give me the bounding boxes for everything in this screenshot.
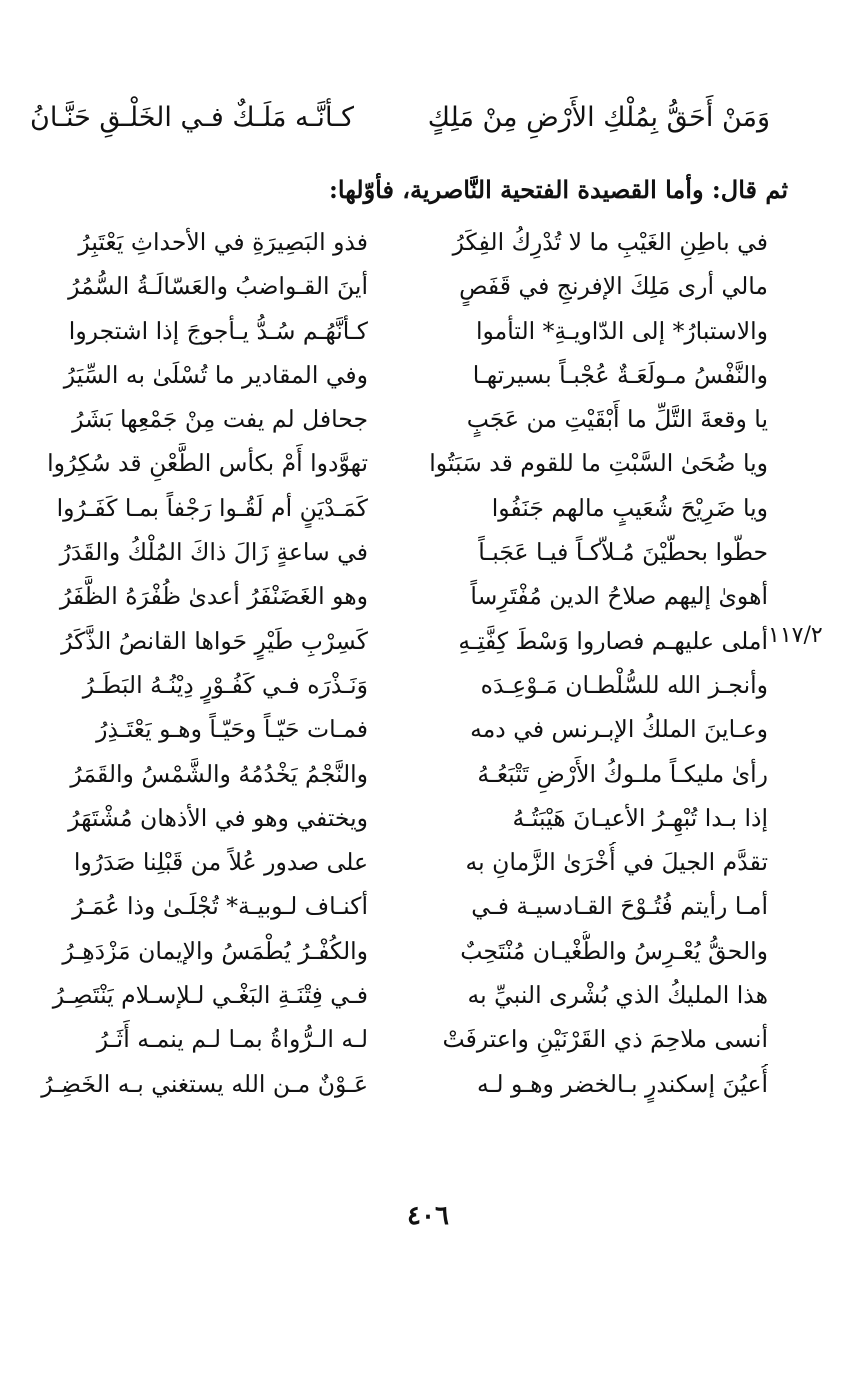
verse-row	[0, 266, 856, 310]
verse-second-hemistich: لـه الـرُّواةُ بمـا لـم ينمـه أَثَـرُ	[96, 1025, 368, 1054]
verse-row	[0, 975, 856, 1019]
verse-first-hemistich: أهوىٰ إليهم صلاحُ الدين مُفْتَرِساً	[470, 582, 768, 611]
verse-first-hemistich: ويا ضَرِيْحَ شُعَيبٍ مالهم جَنَفُوا	[491, 493, 768, 522]
verse-row	[0, 886, 856, 930]
top-verse-first-hemistich: وَمَنْ أَحَقُّ بِمُلْكِ الأَرْضِ مِنْ مَلِكٍ	[427, 102, 770, 133]
verse-first-hemistich: والحقُّ يُعْـرِسُ والطُّغْيـان مُنْتَحِبٌ	[460, 936, 768, 965]
verse-second-hemistich: جحافل لم يفت مِنْ جَمْعِها بَشَرُ	[72, 405, 368, 434]
verse-second-hemistich: أينَ القـواضبُ والعَسّالَـةُ السُّمُرُ	[68, 272, 368, 301]
verse-first-hemistich: هذا المليكُ الذي بُشْرى النبيِّ به	[467, 981, 768, 1010]
verse-second-hemistich: وفي المقادير ما تُسْلَىٰ به السِّيَرُ	[63, 360, 368, 389]
verse-first-hemistich: والاستبارُ* إلى الدّاويـةِ* التأموا	[476, 316, 768, 345]
verse-first-hemistich: أملى عليهـم فصاروا وَسْطَ كِفَّتِـهِ	[458, 626, 768, 655]
verse-first-hemistich: إذا بـدا تُبْهِـرُ الأعيـانَ هَيْبَتُـهُ	[512, 803, 768, 832]
margin-reference: ١١٧/٢	[768, 623, 823, 648]
verse-row	[0, 754, 856, 798]
verse-row	[0, 621, 856, 665]
verse-row	[0, 798, 856, 842]
verse-row	[0, 488, 856, 532]
verse-first-hemistich: والنَّفْسُ مـولَعَـةٌ عُجْبـاً بسيرتهـا	[472, 360, 768, 389]
verse-second-hemistich: عَـوْنٌ مـن الله يستغني بـه الخَضِـرُ	[41, 1069, 368, 1098]
verse-second-hemistich: فمـات حَيّـاً وحَيّـاً وهـو يَعْتَـذِرُ	[96, 715, 368, 744]
verse-first-hemistich: تقدَّم الجيلَ في أُخْرَىٰ الزَّمانِ به	[465, 848, 768, 877]
verse-row	[0, 443, 856, 487]
poem-intro: ثم قال: وأما القصيدة الفتحية النَّاصرية، فأوّلها:	[329, 175, 788, 204]
verse-second-hemistich: كَمَـدْيَنٍ أم لَقُـوا رَجْفاً بمـا كَفَـرُوا	[56, 493, 368, 522]
verse-first-hemistich: رأىٰ مليكـاً ملـوكُ الأَرْضِ تَتْبَعُـهُ	[477, 759, 768, 788]
verse-second-hemistich: وهو الغَضَنْفَرُ أعدىٰ ظُفْرَهُ الظَّفَرُ	[59, 582, 368, 611]
verse-row	[0, 665, 856, 709]
verse-first-hemistich: في باطِنِ الغَيْبِ ما لا تُدْرِكُ الفِكَرُ	[452, 228, 768, 256]
poem	[0, 222, 856, 1108]
verse-second-hemistich: أكنـاف لـوبيـة* تُجْلَـىٰ وذا عُمَـرُ	[72, 892, 368, 921]
verse-row	[0, 399, 856, 443]
verse-row	[0, 311, 856, 355]
top-verse-second-hemistich: كـأنَّـه مَلَـكٌ فـي الخَلْـقِ حَنَّـانُ	[30, 102, 354, 133]
verse-row	[0, 709, 856, 753]
verse-row	[0, 532, 856, 576]
verse-second-hemistich: ويختفي وهو في الأذهان مُشْتَهَرُ	[68, 803, 368, 832]
verse-row	[0, 222, 856, 266]
page-number: ٤٠٦	[407, 1201, 449, 1231]
verse-second-hemistich: والكُفْـرُ يُطْمَسُ والإيمان مَزْدَهِـرُ	[62, 936, 368, 965]
verse-first-hemistich: أُعيُنَ إسكندرٍ بـالخضر وهـو لـه	[476, 1069, 768, 1098]
verse-row	[0, 931, 856, 975]
verse-row	[0, 576, 856, 620]
verse-second-hemistich: كَسِرْبِ طَيْرٍ حَواها القانصُ الذَّكَرُ	[61, 626, 368, 655]
verse-first-hemistich: وأنجـز الله للسُّلْطـان مَـوْعِـدَه	[480, 670, 768, 699]
verse-first-hemistich: حطّوا بحطّيْنَ مُـلاّكـاً فيـا عَجَبـاً	[478, 538, 768, 567]
verse-second-hemistich: والنَّجْمُ يَخْدُمُهُ والشَّمْسُ والقَمَرُ	[70, 759, 368, 788]
verse-second-hemistich: على صدور عُلاً من قَبْلِنا صَدَرُوا	[73, 848, 368, 877]
verse-first-hemistich: ويا ضُحَىٰ السَّبْتِ ما للقوم قد سَبَتُوا	[429, 449, 768, 478]
verse-first-hemistich: أمـا رأيتم فُتُـوْحَ القـادسيـة فـي	[471, 892, 768, 921]
verse-second-hemistich: تهوَّدوا أَمْ بكأس الطَّعْنِ قد سُكِرُوا	[47, 449, 368, 478]
verse-first-hemistich: وعـاينَ الملكُ الإبـرنس في دمه	[470, 715, 768, 744]
verse-second-hemistich: فذو البَصِيرَةِ في الأحداثِ يَعْتَبِرُ	[78, 228, 368, 256]
verse-second-hemistich: فـي فِتْنَـةِ البَغْـي لـلإسـلام يَنْتَصِـرُ	[52, 981, 368, 1010]
verse-first-hemistich: يا وقعةَ التَّلِّ ما أَبْقَيْتِ من عَجَبٍ	[466, 405, 768, 434]
verse-row	[0, 355, 856, 399]
top-verse	[30, 94, 770, 150]
verse-second-hemistich: كـأنَّهُـم سُـدُّ يـأجوجَ إذا اشتجروا	[68, 316, 368, 345]
verse-first-hemistich: أنسى ملاحِمَ ذي القَرْنَيْنِ واعترفَتْ	[442, 1025, 768, 1054]
verse-row	[0, 842, 856, 886]
verse-second-hemistich: وَنَـذْرَه فـي كَفُـوْرٍ دِيْنُـهُ البَطَـرُ	[82, 670, 368, 699]
verse-row	[0, 1064, 856, 1108]
verse-row	[0, 1019, 856, 1063]
verse-first-hemistich: مالي أرى مَلِكَ الإفرنجِ في قَفَصٍ	[459, 272, 768, 301]
verse-second-hemistich: في ساعةٍ زَالَ ذاكَ المُلْكُ والقَدَرُ	[59, 538, 368, 567]
